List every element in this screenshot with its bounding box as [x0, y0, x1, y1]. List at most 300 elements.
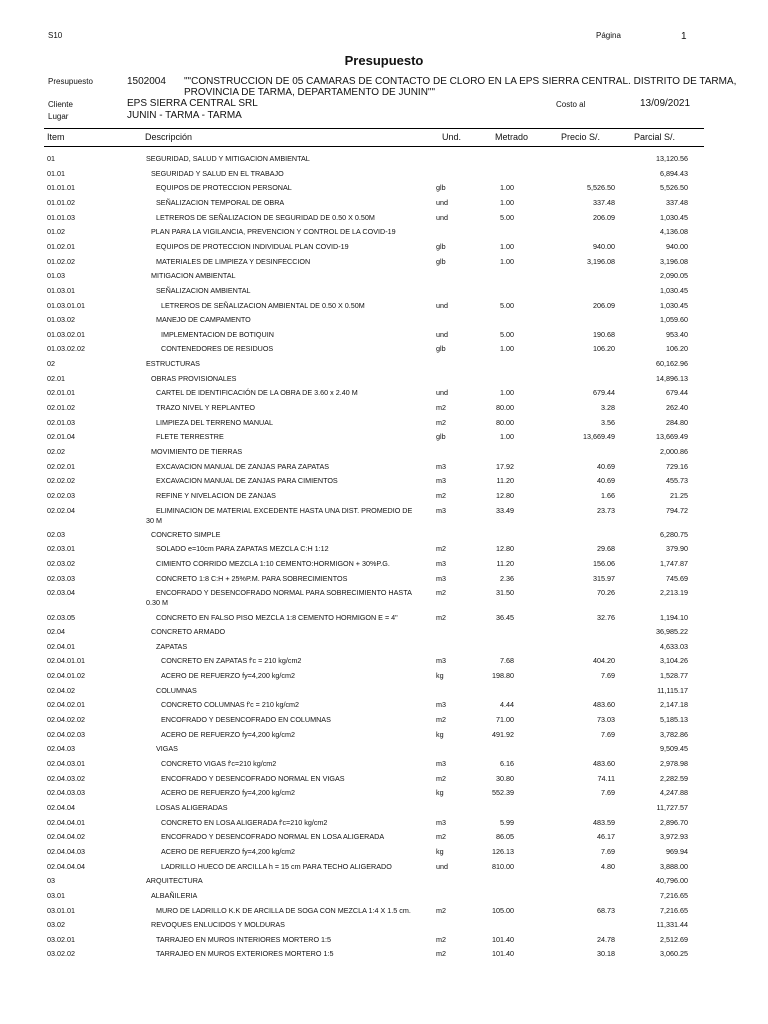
table-row — [0, 286, 768, 300]
row-unit: m3 — [436, 700, 446, 710]
row-unit: und — [436, 300, 448, 310]
row-metrado: 17.92 — [496, 461, 514, 471]
report-code: S10 — [48, 31, 63, 40]
presupuesto-description-line2: PROVINCIA DE TARMA, DEPARTAMENTO DE JUNIN"" — [184, 87, 436, 98]
row-description: LETREROS DE SEÑALIZACION AMBIENTAL DE 0.50 X 0.50M — [161, 300, 365, 310]
row-parcial: 1,059.60 — [660, 315, 688, 325]
row-description: EXCAVACION MANUAL DE ZANJAS PARA ZAPATAS — [156, 461, 330, 471]
row-parcial: 2,213.19 — [660, 588, 688, 598]
row-parcial: 2,147.18 — [660, 700, 688, 710]
row-item: 02.01.02 — [47, 403, 75, 413]
row-precio: 483.60 — [593, 759, 615, 768]
table-row — [0, 847, 768, 861]
row-unit: kg — [436, 729, 444, 739]
table-row — [0, 906, 768, 920]
row-precio: 13,669.49 — [583, 432, 615, 442]
row-unit: m3 — [436, 505, 446, 515]
row-precio: 73.03 — [597, 715, 615, 725]
row-description: SEGURIDAD, SALUD Y MITIGACION AMBIENTAL — [146, 154, 310, 163]
row-description: ACERO DE REFUERZO fy=4,200 kg/cm2 — [161, 788, 296, 798]
row-parcial: 3,972.93 — [660, 832, 688, 842]
row-precio: 7.69 — [601, 846, 615, 856]
row-description: CONCRETO SIMPLE — [151, 529, 221, 539]
row-parcial: 455.73 — [666, 476, 688, 486]
row-item: 02.02 — [47, 447, 65, 456]
row-precio: 30.18 — [597, 949, 615, 959]
table-row — [0, 403, 768, 417]
row-precio: 337.48 — [593, 197, 615, 207]
table-row — [0, 715, 768, 729]
row-precio: 40.69 — [597, 461, 615, 471]
row-precio: 315.97 — [593, 573, 615, 583]
table-row — [0, 242, 768, 256]
row-unit: glb — [436, 183, 446, 193]
row-item: 02.01.03 — [47, 417, 75, 427]
row-item: 02.04.03 — [47, 744, 75, 754]
table-row — [0, 744, 768, 758]
row-description: ENCOFRADO Y DESENCOFRADO EN COLUMNAS — [161, 715, 331, 725]
row-parcial: 21.25 — [670, 490, 688, 500]
row-metrado: 1.00 — [500, 432, 514, 442]
row-description: ARQUITECTURA — [146, 876, 203, 886]
row-precio: 7.69 — [601, 729, 615, 739]
table-row — [0, 198, 768, 212]
row-item: 02.04.04 — [47, 802, 75, 812]
row-precio: 156.06 — [593, 559, 615, 569]
table-row — [0, 462, 768, 476]
row-unit: m3 — [436, 656, 446, 666]
row-parcial: 3,104.26 — [660, 656, 688, 666]
row-metrado: 1.00 — [500, 197, 514, 207]
row-metrado: 810.00 — [492, 861, 514, 871]
row-description: MATERIALES DE LIMPIEZA Y DESINFECCION — [156, 256, 311, 266]
row-precio: 206.09 — [593, 212, 615, 222]
row-parcial: 1,528.77 — [660, 671, 688, 681]
row-unit: m3 — [436, 817, 446, 827]
row-metrado: 5.99 — [500, 817, 514, 827]
row-parcial: 3,888.00 — [660, 861, 688, 871]
row-parcial: 11,115.17 — [657, 685, 688, 695]
row-parcial: 3,196.08 — [660, 256, 688, 266]
row-parcial: 3,060.25 — [660, 949, 688, 959]
row-description: IMPLEMENTACION DE BOTIQUIN — [161, 329, 274, 339]
row-unit: und — [436, 197, 448, 207]
table-row — [0, 418, 768, 432]
row-parcial: 4,136.08 — [660, 227, 688, 237]
row-parcial: 11,331.44 — [656, 920, 688, 930]
row-precio: 3.56 — [601, 417, 615, 427]
row-precio: 206.09 — [593, 300, 615, 310]
table-row — [0, 476, 768, 490]
table-row — [0, 759, 768, 773]
row-item: 02.02.03 — [47, 490, 75, 500]
row-parcial: 940.00 — [666, 241, 688, 251]
row-item: 01.03.01.01 — [47, 300, 85, 310]
row-metrado: 7.68 — [500, 656, 514, 666]
row-unit: m2 — [436, 490, 446, 500]
row-parcial: 337.48 — [666, 197, 688, 207]
row-metrado: 12.80 — [496, 544, 514, 554]
row-item: 02.01 — [47, 373, 65, 383]
row-item: 02.04.02.01 — [47, 700, 85, 710]
table-row — [0, 832, 768, 846]
row-precio: 70.26 — [597, 588, 615, 598]
row-parcial: 5,526.50 — [660, 183, 688, 193]
row-metrado: 1.00 — [500, 241, 514, 251]
row-unit: und — [436, 329, 448, 339]
row-description: PLAN PARA LA VIGILANCIA, PREVENCION Y CONTROL DE LA COVID-19 — [151, 227, 396, 237]
row-precio: 1.66 — [601, 490, 615, 500]
row-item: 02.03.02 — [47, 559, 75, 569]
row-metrado: 11.20 — [496, 476, 514, 486]
row-item: 03.02.01 — [47, 934, 75, 944]
row-description: CONCRETO COLUMNAS f'c = 210 kg/cm2 — [161, 700, 300, 710]
row-unit: kg — [436, 788, 444, 798]
table-row — [0, 344, 768, 358]
table-row — [0, 432, 768, 446]
row-item: 01.01.03 — [47, 212, 75, 222]
row-parcial: 1,194.10 — [660, 612, 688, 622]
row-item: 02.02.04 — [47, 505, 75, 515]
row-parcial: 2,282.59 — [660, 773, 688, 783]
table-row — [0, 700, 768, 714]
row-unit: m2 — [436, 715, 446, 725]
row-description: MURO DE LADRILLO K.K DE ARCILLA DE SOGA CON MEZCLA 1:4 X 1.5 cm. — [156, 905, 411, 915]
row-description: CONCRETO EN ZAPATAS f'c = 210 kg/cm2 — [161, 656, 302, 666]
row-description: LIMPIEZA DEL TERRENO MANUAL — [156, 417, 274, 427]
row-item: 02.04.01 — [47, 641, 75, 651]
table-row — [0, 183, 768, 197]
row-parcial: 11,727.57 — [656, 802, 688, 812]
row-metrado: 11.20 — [496, 559, 514, 569]
row-description: CIMIENTO CORRIDO MEZCLA 1:10 CEMENTO:HORMIGON + 30%P.G. — [156, 559, 390, 569]
row-precio: 74.11 — [597, 773, 615, 783]
presupuesto-description-line1: ""CONSTRUCCION DE 05 CAMARAS DE CONTACTO DE CLORO EN LA EPS SIERRA CENTRAL. DISTRITO DE TARMA, — [184, 76, 737, 87]
table-row — [0, 574, 768, 588]
table-header — [44, 128, 704, 147]
row-description: ELIMINACION DE MATERIAL EXCEDENTE HASTA UNA DIST. PROMEDIO DE — [156, 505, 413, 515]
row-item: 02.04.01.02 — [47, 671, 85, 681]
table-row — [0, 788, 768, 802]
row-item: 02.04.02.03 — [47, 729, 85, 739]
row-precio: 3.28 — [601, 403, 615, 413]
row-item: 01.03 — [47, 271, 65, 281]
page-label: Página — [596, 31, 621, 40]
row-description: REFINE Y NIVELACION DE ZANJAS — [156, 490, 276, 500]
table-row — [0, 920, 768, 934]
row-precio: 68.73 — [597, 905, 615, 915]
row-description: ALBAÑILERIA — [151, 890, 198, 900]
row-metrado: 491.92 — [492, 729, 514, 739]
row-item: 02.03.05 — [47, 612, 75, 622]
row-item: 01.03.01 — [47, 285, 75, 295]
table-row — [0, 559, 768, 573]
costo-date: 13/09/2021 — [640, 98, 691, 109]
row-parcial: 379.90 — [666, 544, 688, 554]
row-parcial: 1,030.45 — [660, 285, 688, 295]
row-description: LOSAS ALIGERADAS — [156, 802, 228, 812]
row-description: ENCOFRADO Y DESENCOFRADO NORMAL EN LOSA ALIGERADA — [161, 832, 385, 842]
table-row — [0, 388, 768, 402]
row-item: 03 — [47, 876, 55, 886]
table-row — [0, 154, 768, 168]
row-item: 02.04.03.01 — [47, 759, 85, 768]
row-description: CONCRETO ARMADO — [151, 627, 226, 637]
row-description: SEÑALIZACION TEMPORAL DE OBRA — [156, 197, 285, 207]
row-item: 02.04.04.04 — [47, 861, 85, 871]
row-unit: m2 — [436, 403, 446, 413]
row-metrado: 31.50 — [496, 588, 514, 598]
row-precio: 7.69 — [601, 788, 615, 798]
row-metrado: 2.36 — [500, 573, 514, 583]
row-parcial: 1,030.45 — [660, 212, 688, 222]
row-metrado: 36.45 — [496, 612, 514, 622]
table-row — [0, 730, 768, 744]
table-row — [0, 505, 768, 525]
row-description: CARTEL DE IDENTIFICACIÓN DE LA OBRA DE 3.60 x 2.40 M — [156, 388, 358, 398]
row-precio: 679.44 — [593, 388, 615, 398]
row-unit: m3 — [436, 461, 446, 471]
row-description-cont: 30 M — [146, 515, 162, 525]
presupuesto-code: 1502004 — [127, 76, 166, 87]
row-item: 02.03.03 — [47, 573, 75, 583]
row-parcial: 106.20 — [666, 344, 688, 354]
row-metrado: 101.40 — [492, 934, 514, 944]
row-metrado: 33.49 — [496, 505, 514, 515]
row-description: COLUMNAS — [156, 685, 197, 695]
row-parcial: 284.80 — [666, 417, 688, 427]
row-item: 01.03.02 — [47, 315, 75, 325]
row-parcial: 729.16 — [666, 461, 688, 471]
row-item: 02.04.02 — [47, 685, 75, 695]
row-metrado: 101.40 — [492, 949, 514, 959]
row-item: 02.04.04.03 — [47, 846, 85, 856]
table-row — [0, 257, 768, 271]
table-row — [0, 627, 768, 641]
row-item: 03.01 — [47, 890, 65, 900]
row-parcial: 7,216.65 — [660, 905, 688, 915]
row-parcial: 969.94 — [666, 846, 688, 856]
row-metrado: 1.00 — [500, 183, 514, 193]
table-row — [0, 491, 768, 505]
row-item: 02.04 — [47, 627, 65, 637]
row-description: ESTRUCTURAS — [146, 359, 200, 369]
row-unit: und — [436, 388, 448, 398]
row-parcial: 953.40 — [666, 329, 688, 339]
row-description: OBRAS PROVISIONALES — [151, 373, 237, 383]
row-description: CONCRETO EN LOSA ALIGERADA f'c=210 kg/cm2 — [161, 817, 328, 827]
row-item: 01.01.01 — [47, 183, 75, 193]
row-description: TRAZO NIVEL Y REPLANTEO — [156, 403, 255, 413]
row-description: CONTENEDORES DE RESIDUOS — [161, 344, 274, 354]
row-description: MOVIMIENTO DE TIERRAS — [151, 447, 243, 456]
row-description: SOLADO e=10cm PARA ZAPATAS MEZCLA C:H 1:12 — [156, 544, 329, 554]
row-metrado: 105.00 — [492, 905, 514, 915]
row-metrado: 1.00 — [500, 388, 514, 398]
row-parcial: 5,185.13 — [660, 715, 688, 725]
row-unit: m2 — [436, 905, 446, 915]
table-row — [0, 374, 768, 388]
row-parcial: 1,030.45 — [660, 300, 688, 310]
row-item: 02.04.02.02 — [47, 715, 85, 725]
row-unit: m2 — [436, 588, 446, 598]
row-parcial: 3,782.86 — [660, 729, 688, 739]
row-precio: 46.17 — [597, 832, 615, 842]
row-description: ACERO DE REFUERZO fy=4,200 kg/cm2 — [161, 846, 296, 856]
costo-label: Costo al — [556, 100, 586, 109]
table-row — [0, 447, 768, 461]
row-item: 03.02.02 — [47, 949, 75, 959]
row-description: LETREROS DE SEÑALIZACION DE SEGURIDAD DE 0.50 X 0.50M — [156, 212, 375, 222]
col-und: Und. — [442, 132, 462, 142]
table-row — [0, 803, 768, 817]
row-precio: 106.20 — [593, 344, 615, 354]
row-description: SEGURIDAD Y SALUD EN EL TRABAJO — [151, 168, 284, 178]
row-parcial: 2,896.70 — [660, 817, 688, 827]
table-row — [0, 227, 768, 241]
document-title: Presupuesto — [344, 53, 424, 68]
row-precio: 7.69 — [601, 671, 615, 681]
row-parcial: 36,985.22 — [656, 627, 688, 637]
row-parcial: 679.44 — [666, 388, 688, 398]
row-parcial: 13,120.56 — [656, 154, 688, 163]
row-description: TARRAJEO EN MUROS EXTERIORES MORTERO 1:5 — [156, 949, 334, 959]
row-metrado: 5.00 — [500, 212, 514, 222]
row-item: 01.02.02 — [47, 256, 75, 266]
row-metrado: 126.13 — [492, 846, 514, 856]
row-item: 02 — [47, 359, 55, 369]
table-row — [0, 359, 768, 373]
table-row — [0, 656, 768, 670]
row-precio: 5,526.50 — [587, 183, 615, 193]
table-row — [0, 530, 768, 544]
row-description: VIGAS — [156, 744, 178, 754]
row-precio: 940.00 — [593, 241, 615, 251]
row-item: 02.03.04 — [47, 588, 75, 598]
row-precio: 190.68 — [593, 329, 615, 339]
table-row — [0, 213, 768, 227]
table-row — [0, 544, 768, 558]
row-unit: glb — [436, 241, 446, 251]
row-item: 01.01.02 — [47, 197, 75, 207]
row-metrado: 30.80 — [496, 773, 514, 783]
row-unit: m3 — [436, 476, 446, 486]
table-row — [0, 949, 768, 963]
row-unit: glb — [436, 432, 446, 442]
row-item: 03.02 — [47, 920, 65, 930]
row-unit: kg — [436, 846, 444, 856]
row-item: 01.03.02.01 — [47, 329, 85, 339]
table-row — [0, 876, 768, 890]
table-row — [0, 686, 768, 700]
row-parcial: 4,247.88 — [660, 788, 688, 798]
row-item: 01.03.02.02 — [47, 344, 85, 354]
row-unit: kg — [436, 671, 444, 681]
row-precio: 4.80 — [601, 861, 615, 871]
row-precio: 483.59 — [593, 817, 615, 827]
row-description: ENCOFRADO Y DESENCOFRADO NORMAL EN VIGAS — [161, 773, 345, 783]
row-parcial: 60,162.96 — [656, 359, 688, 369]
row-description: EQUIPOS DE PROTECCION INDIVIDUAL PLAN COVID-19 — [156, 241, 349, 251]
row-unit: m2 — [436, 949, 446, 959]
row-item: 01 — [47, 154, 55, 163]
row-description: TARRAJEO EN MUROS INTERIORES MORTERO 1:5 — [156, 934, 332, 944]
row-description: SEÑALIZACION AMBIENTAL — [156, 285, 251, 295]
row-metrado: 1.00 — [500, 344, 514, 354]
row-precio: 23.73 — [597, 505, 615, 515]
row-unit: m3 — [436, 573, 446, 583]
row-unit: m2 — [436, 544, 446, 554]
row-description: CONCRETO 1:8 C:H + 25%P.M. PARA SOBRECIMIENTOS — [156, 573, 348, 583]
row-unit: m2 — [436, 832, 446, 842]
row-parcial: 745.69 — [666, 573, 688, 583]
row-description: EQUIPOS DE PROTECCION PERSONAL — [156, 183, 292, 193]
row-parcial: 40,796.00 — [656, 876, 688, 886]
row-precio: 483.60 — [593, 700, 615, 710]
row-description: CONCRETO EN FALSO PISO MEZCLA 1:8 CEMENTO HORMIGON E = 4" — [156, 612, 398, 622]
row-unit: m3 — [436, 759, 446, 768]
row-metrado: 4.44 — [500, 700, 514, 710]
row-unit: glb — [436, 344, 446, 354]
table-row — [0, 315, 768, 329]
row-item: 02.03.01 — [47, 544, 75, 554]
row-description: MITIGACION AMBIENTAL — [151, 271, 236, 281]
lugar-label: Lugar — [48, 112, 69, 121]
row-parcial: 14,896.13 — [656, 373, 688, 383]
table-row — [0, 301, 768, 315]
row-item: 02.02.02 — [47, 476, 75, 486]
row-item: 02.04.04.01 — [47, 817, 85, 827]
row-parcial: 9,509.45 — [660, 744, 688, 754]
row-parcial: 2,512.69 — [660, 934, 688, 944]
row-description: ACERO DE REFUERZO fy=4,200 kg/cm2 — [161, 671, 296, 681]
table-row — [0, 588, 768, 608]
row-item: 02.04.01.01 — [47, 656, 85, 666]
row-item: 02.04.04.02 — [47, 832, 85, 842]
row-unit: m2 — [436, 934, 446, 944]
row-precio: 404.20 — [593, 656, 615, 666]
row-metrado: 198.80 — [492, 671, 514, 681]
row-unit: m2 — [436, 773, 446, 783]
row-description: CONCRETO VIGAS f'c=210 kg/cm2 — [161, 759, 277, 768]
row-parcial: 7,216.65 — [660, 890, 688, 900]
row-item: 02.01.04 — [47, 432, 75, 442]
table-row — [0, 671, 768, 685]
cliente-label: Cliente — [48, 100, 73, 109]
col-descripcion: Descripción — [145, 132, 193, 142]
table-row — [0, 642, 768, 656]
row-parcial: 13,669.49 — [656, 432, 688, 442]
table-row — [0, 271, 768, 285]
row-description: REVOQUES ENLUCIDOS Y MOLDURAS — [151, 920, 285, 930]
table-row — [0, 818, 768, 832]
row-precio: 24.78 — [597, 934, 615, 944]
row-description: LADRILLO HUECO DE ARCILLA h = 15 cm PARA TECHO ALIGERADO — [161, 861, 392, 871]
row-unit: und — [436, 861, 448, 871]
row-description: ZAPATAS — [156, 641, 188, 651]
table-row — [0, 169, 768, 183]
row-item: 01.01 — [47, 168, 65, 178]
table-row — [0, 774, 768, 788]
row-unit: und — [436, 212, 448, 222]
row-unit: glb — [436, 256, 446, 266]
row-metrado: 80.00 — [496, 417, 514, 427]
row-item: 03.01.01 — [47, 905, 75, 915]
row-metrado: 5.00 — [500, 300, 514, 310]
row-metrado: 71.00 — [496, 715, 514, 725]
row-metrado: 5.00 — [500, 329, 514, 339]
row-parcial: 4,633.03 — [660, 641, 688, 651]
